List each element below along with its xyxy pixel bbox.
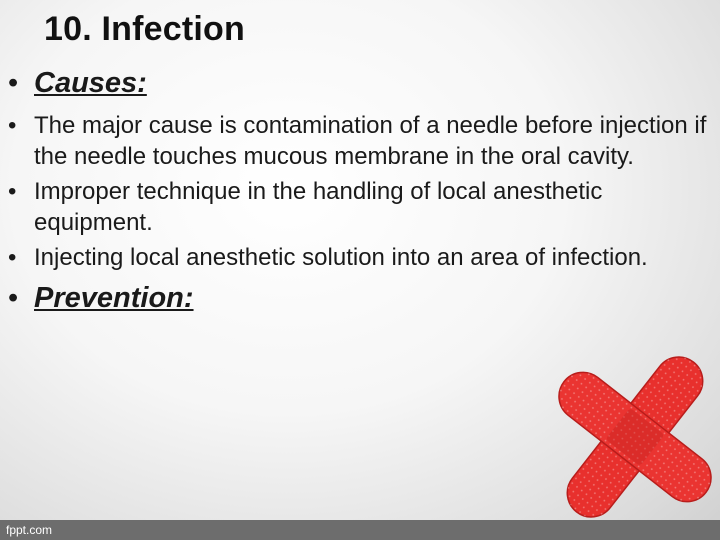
bullet-dot: • xyxy=(8,178,17,205)
prevention-heading: Prevention: xyxy=(34,282,194,314)
bullet-prevention xyxy=(0,279,720,317)
bullet-dot: • xyxy=(8,112,17,139)
bullet-injecting-infection xyxy=(0,242,720,273)
bullet-list xyxy=(0,64,720,317)
bullet-dot: • xyxy=(8,67,19,99)
bullet-dot: • xyxy=(8,244,17,271)
bandage-cross-icon xyxy=(540,345,720,530)
bullet-text: Injecting local anesthetic solution into an area of infection. xyxy=(34,244,648,271)
causes-heading: Causes: xyxy=(34,67,147,99)
footer-brand: fppt.com xyxy=(6,523,53,537)
bullet-contamination xyxy=(0,110,720,172)
footer-bar xyxy=(0,520,720,540)
slide-title: 10. Infection xyxy=(44,10,245,48)
bullet-improper-technique xyxy=(0,176,720,238)
bullet-dot: • xyxy=(8,282,19,314)
bullet-text: The major cause is contamination of a needle before injection if the needle touches mucous membrane in the oral cavity. xyxy=(34,112,707,170)
bullet-text: Improper technique in the handling of local anesthetic equipment. xyxy=(34,178,603,236)
bullet-causes xyxy=(0,64,720,102)
